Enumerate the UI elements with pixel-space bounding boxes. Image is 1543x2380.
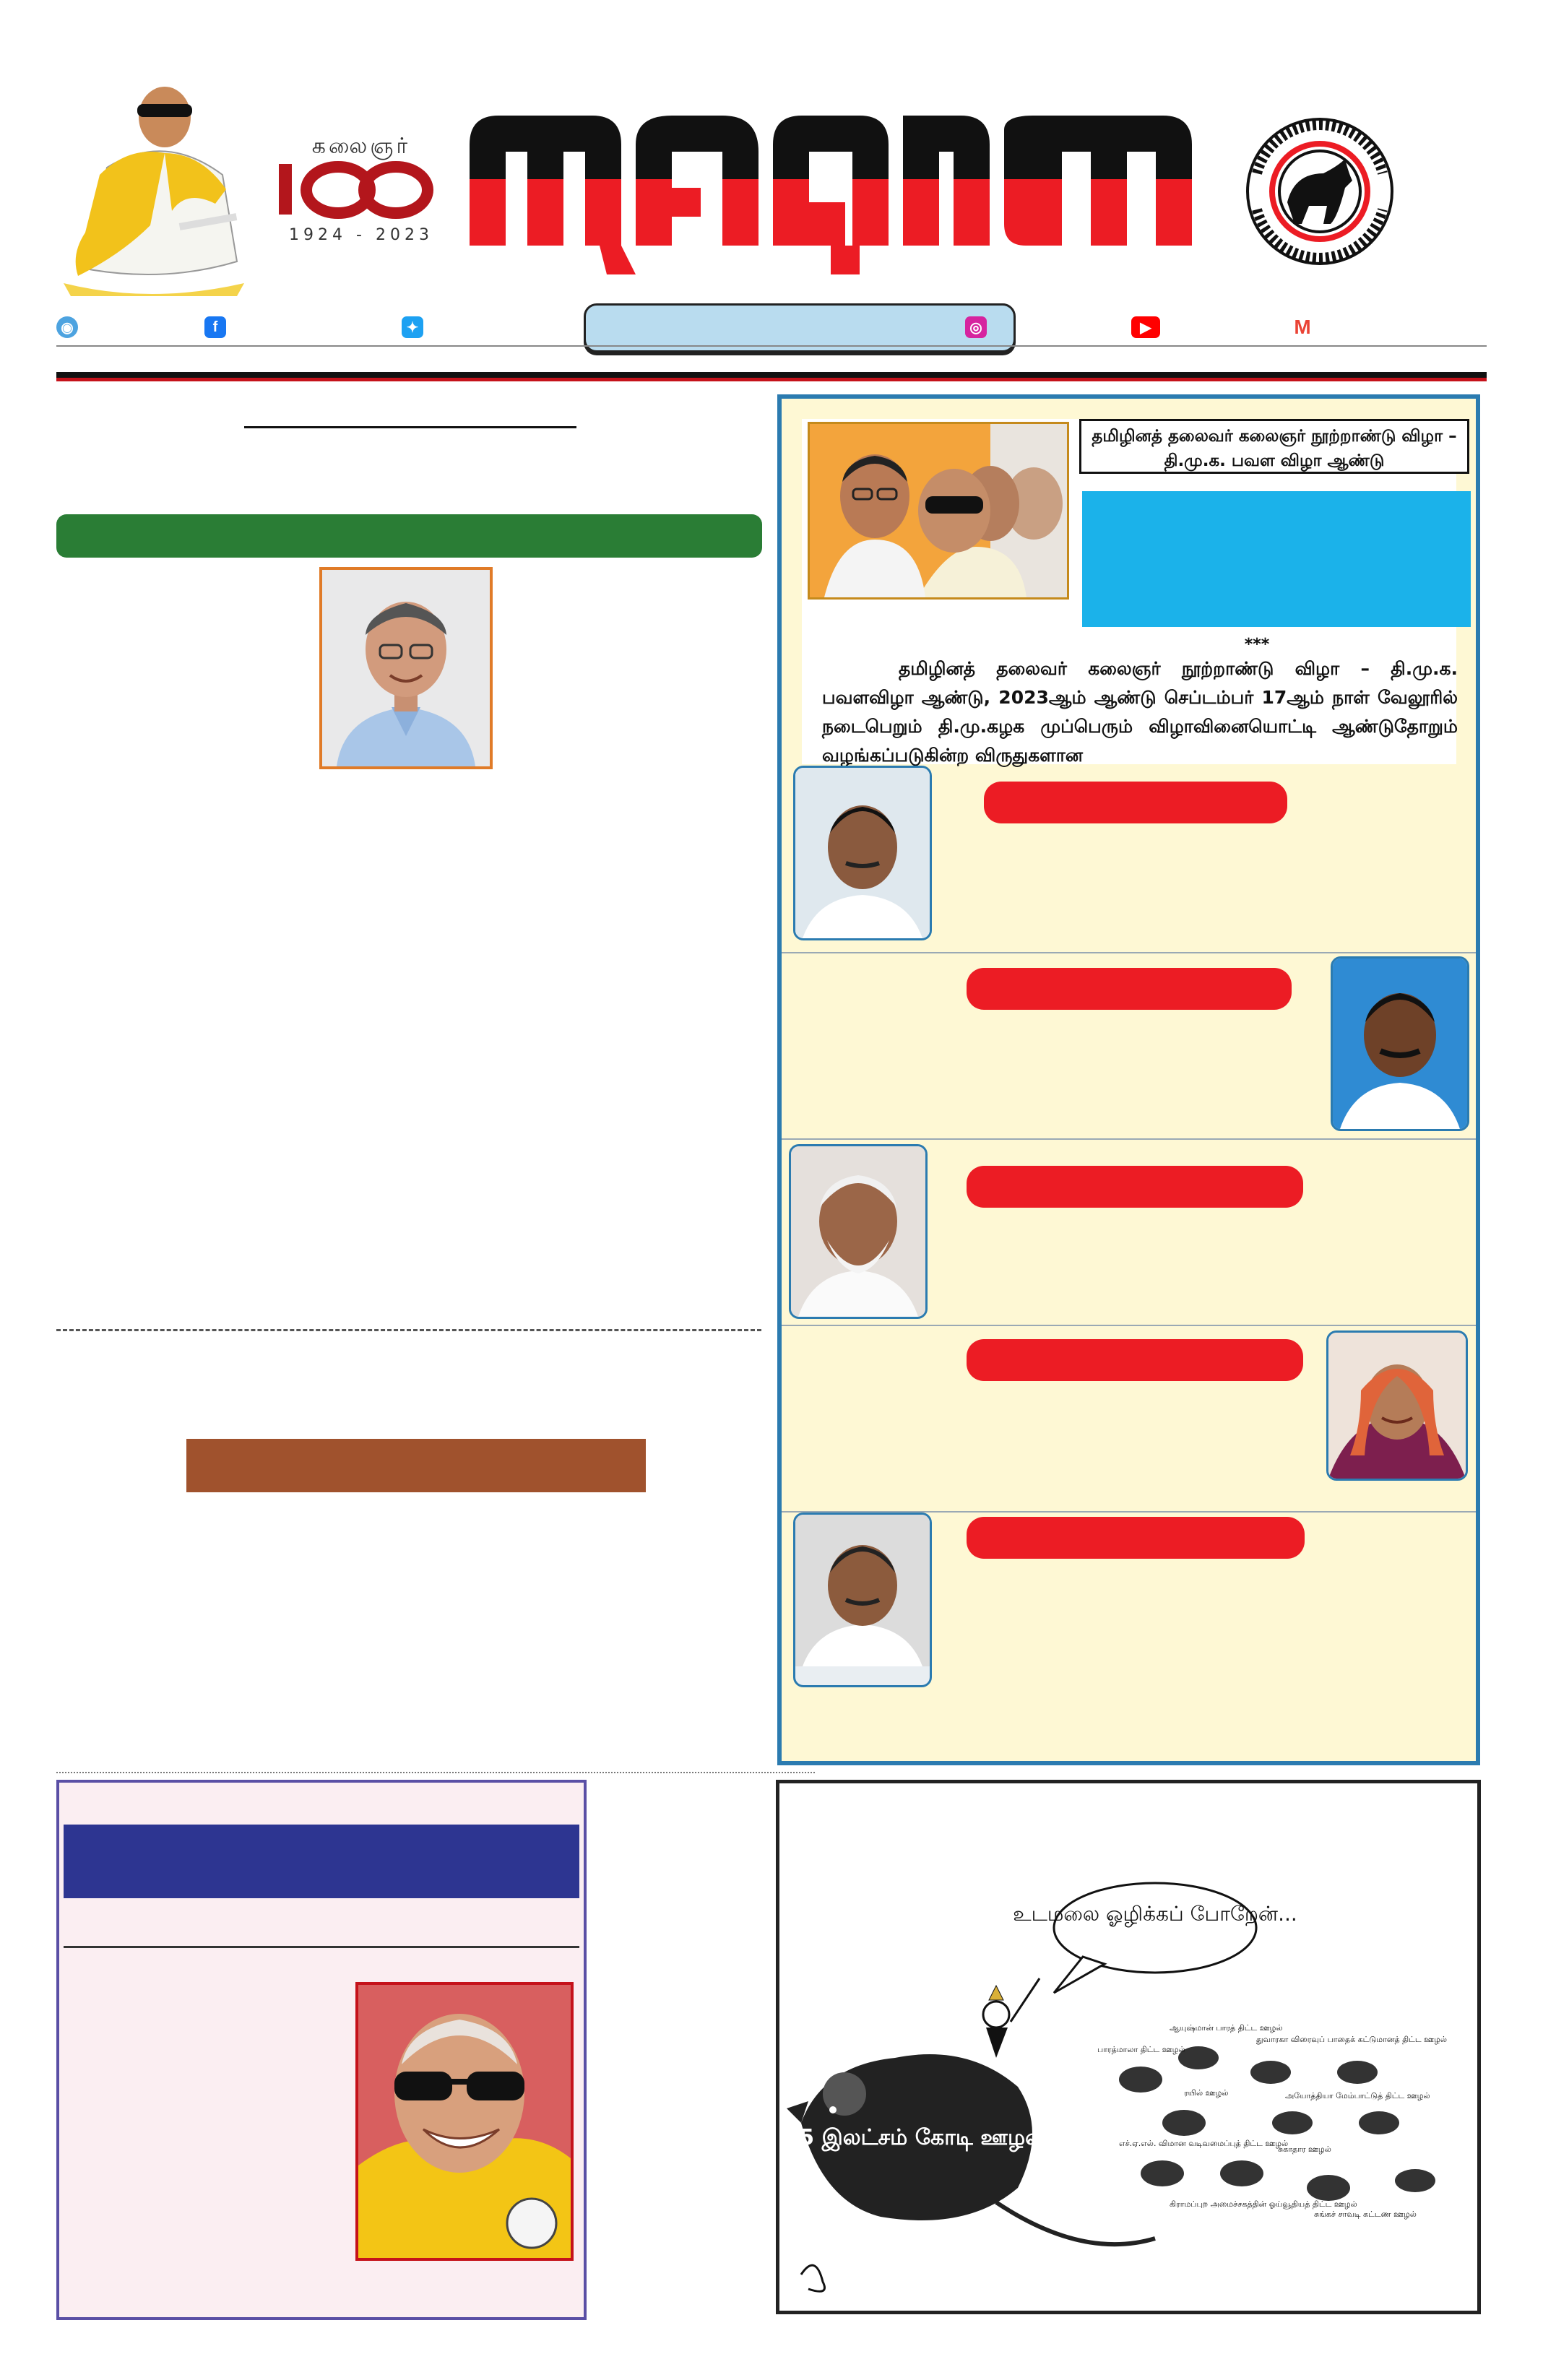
cartoon-label: துவாரகா விரைவுப் பாதைக் கட்டுமானத் திட்ட ஊழல் — [1256, 2035, 1448, 2044]
centenary-logo — [275, 134, 441, 256]
award-row — [782, 952, 1476, 1138]
cartoon-label: ஆயுஷ்மான் பாரத் திட்ட ஊழல் — [1170, 2023, 1283, 2033]
globe-icon[interactable]: ◉ — [56, 316, 78, 338]
award-name-pill — [984, 782, 1287, 823]
awards-header — [802, 419, 1456, 764]
facebook-icon[interactable]: f — [204, 316, 226, 338]
award-name-pill — [967, 1166, 1303, 1208]
award-row — [782, 1325, 1476, 1511]
kalaignar-illustration — [56, 66, 251, 298]
award-row — [782, 1138, 1476, 1325]
cartoon-speech: உடமலை ஓழிக்கப் போறேன்... — [1013, 1902, 1297, 1926]
instagram-icon[interactable]: ◎ — [965, 316, 987, 338]
youtube-icon[interactable]: ▶ — [1131, 316, 1160, 338]
column-divider-dotted — [56, 1772, 815, 1773]
separator-stars: *** — [1244, 636, 1270, 654]
awards-intro-text: தமிழினத் தலைவர் கலைஞர் நூற்றாண்டு விழா – தி.மு.க. பவளவிழா ஆண்டு, 2023ஆம் ஆண்டு செப்டம்பர் 17ஆம் நாள் வேலூரில் நடைபெறும் தி.மு.கழக முப்பெரும் விழாவினையொட்டி ஆண்டுதோறும் வழங்கப்படுகின்ற விருதுகளான — [822, 658, 1458, 766]
masthead-divider — [56, 345, 1487, 347]
award-row — [782, 1511, 1476, 1697]
feature-rule — [64, 1946, 579, 1948]
kalaignar-feature-box — [56, 1780, 587, 2320]
award-name-pill — [967, 968, 1292, 1010]
section-banner-green — [56, 514, 762, 558]
portrait-photo — [319, 567, 493, 769]
gmail-icon[interactable]: M — [1292, 316, 1313, 338]
dmk-emblem — [1244, 116, 1396, 267]
cartoon-label: அயோத்தியா மேம்பாட்டுத் திட்ட ஊழல் — [1285, 2091, 1430, 2100]
cartoon-label: பாரத்மாலா திட்ட ஊழல் — [1097, 2045, 1185, 2054]
murasoli-logo[interactable] — [455, 101, 1206, 282]
cartoon-label: சுகாதார ஊழல் — [1278, 2145, 1331, 2154]
cartoon-label: எச்.ஏ.எல். விமான வடிவமைப்புத் திட்ட ஊழல் — [1119, 2139, 1289, 2148]
awardee-photo — [1326, 1330, 1468, 1481]
cartoon-label: கிராமப்புற அமைச்சகத்தின் ஓய்வூதியத் திட்ட ஊழல் — [1170, 2199, 1357, 2209]
social-bar — [56, 303, 1487, 347]
centenary-title: கலைஞர் — [311, 134, 411, 159]
headline-underline — [244, 426, 576, 428]
editorial-cartoon — [776, 1780, 1481, 2314]
section-banner-brown — [186, 1439, 646, 1492]
column-divider-dashed — [56, 1329, 761, 1331]
centenary-years: 1924 - 2023 — [289, 226, 433, 244]
awardee-photo — [789, 1144, 928, 1319]
masthead-rule — [56, 372, 1487, 381]
rat-caption: 7.5 இலட்சம் கோடி ஊழல் — [779, 2125, 1044, 2150]
awardee-photo — [793, 766, 932, 940]
centenary-number-graphic — [275, 155, 441, 220]
awardee-photo — [793, 1513, 932, 1687]
feature-banner-blue — [64, 1825, 579, 1898]
awards-title: தமிழினத் தலைவர் கலைஞர் நூற்றாண்டு விழா – தி.மு.க. பவள விழா ஆண்டு — [1079, 419, 1469, 474]
awardee-photo — [1331, 956, 1469, 1131]
kalaignar-photo — [355, 1982, 574, 2261]
award-row — [782, 766, 1476, 951]
awards-panel — [777, 394, 1480, 1765]
cartoon-label: ரயில் ஊழல் — [1184, 2088, 1229, 2098]
twitter-icon[interactable]: ✦ — [402, 316, 423, 338]
award-name-pill — [967, 1339, 1303, 1381]
awards-info-box — [1082, 491, 1471, 627]
leaders-photo — [808, 422, 1069, 600]
cartoon-label: சுங்கச் சாவடி கட்டண ஊழல் — [1314, 2210, 1417, 2219]
award-name-pill — [967, 1517, 1305, 1559]
